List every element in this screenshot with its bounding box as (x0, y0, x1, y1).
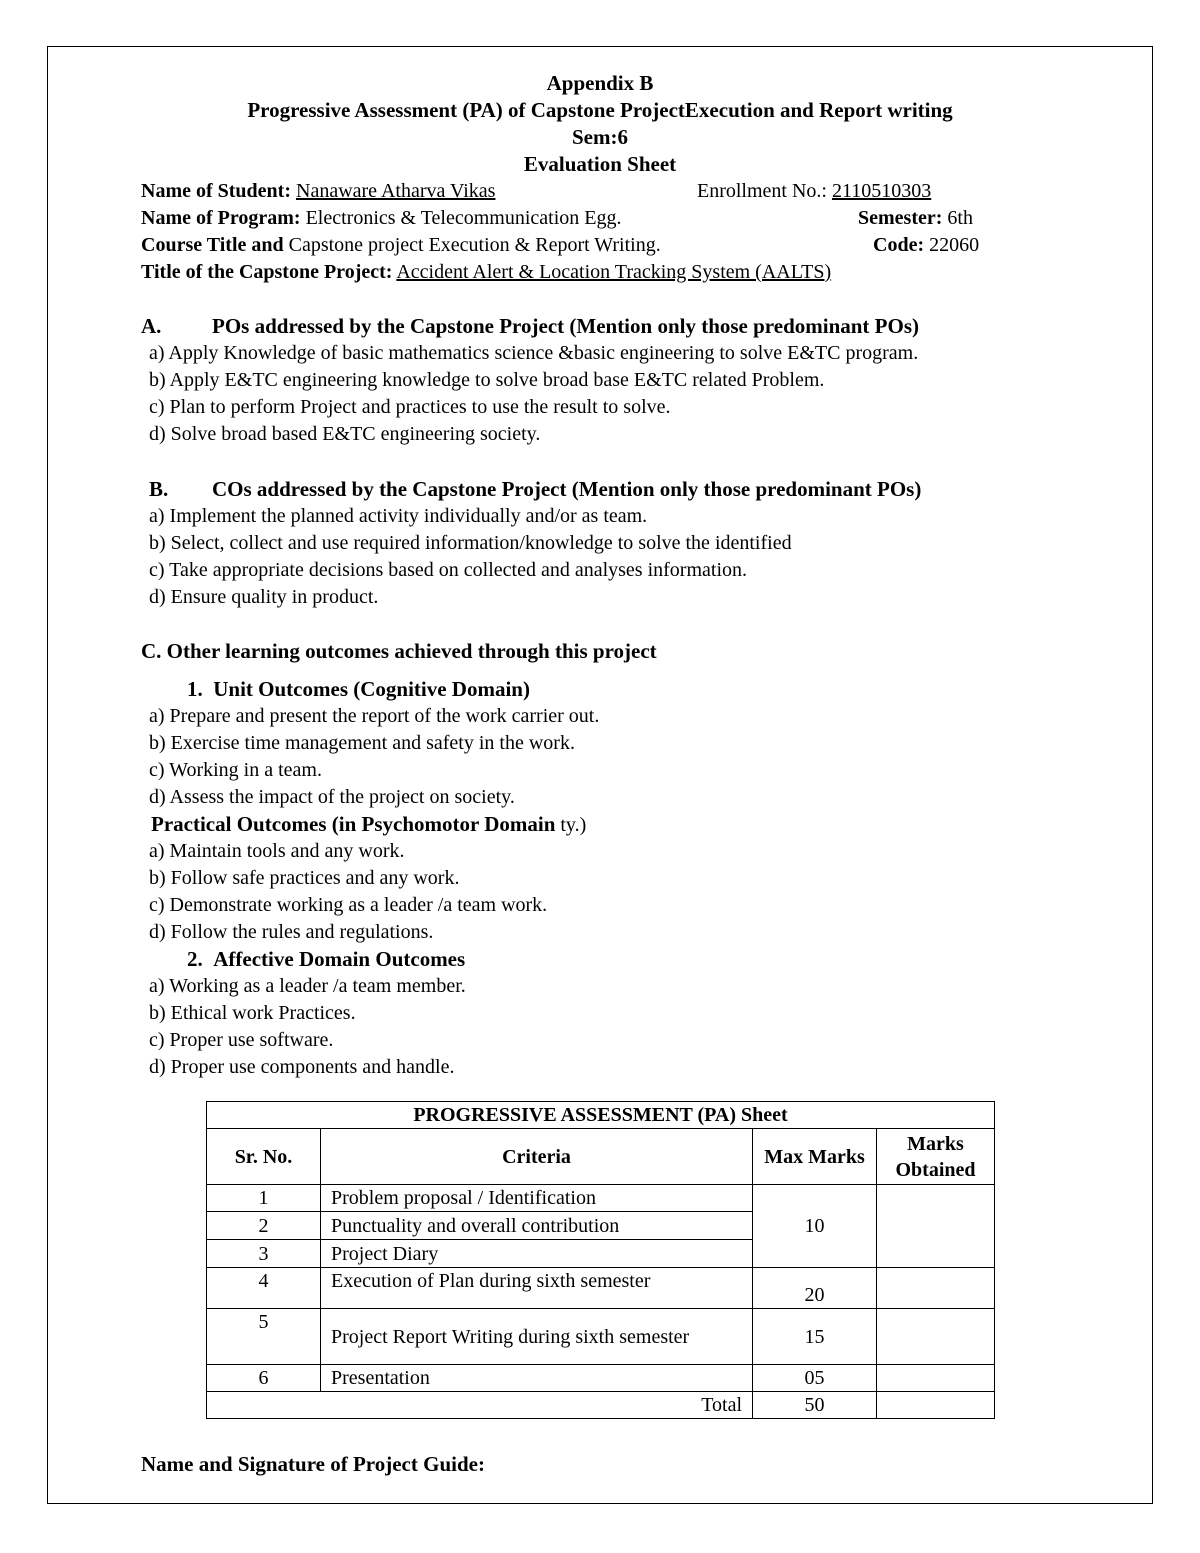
enrollment-row (697, 178, 931, 205)
pa-table-title: PROGRESSIVE ASSESSMENT (PA) Sheet (207, 1102, 995, 1129)
semester-label: Semester: (858, 207, 943, 229)
affective-outcome-item: a) Working as a leader /a team member. (149, 975, 466, 997)
semester-value: 6th (947, 207, 973, 229)
course-value: Capstone project Execution & Report Writing. (288, 234, 661, 256)
affective-outcome-item: c) Proper use software. (149, 1029, 334, 1051)
student-name-label: Name of Student: (141, 180, 291, 202)
criteria-cell: Project Diary (321, 1240, 753, 1268)
table-row (207, 1365, 995, 1392)
project-title-value: Accident Alert & Location Tracking System (AALTS) (396, 261, 832, 283)
practical-outcomes-suffix: ty.) (555, 814, 587, 836)
sr-no-cell: 4 (207, 1268, 321, 1309)
co-item: b) Select, collect and use required information/knowledge to solve the identified (149, 532, 792, 554)
practical-outcome-item: c) Demonstrate working as a leader /a team work. (149, 894, 548, 916)
criteria-cell: Project Report Writing during sixth semester (321, 1309, 753, 1365)
project-title-label: Title of the Capstone Project: (141, 261, 393, 283)
section-c-heading: C. Other learning outcomes achieved through this project (141, 639, 657, 663)
sr-no-cell: 6 (207, 1365, 321, 1392)
section-b-heading: COs addressed by the Capstone Project (Mention only those predominant POs) (212, 477, 922, 501)
sr-no-cell: 3 (207, 1240, 321, 1268)
total-marks-obtained[interactable] (877, 1392, 995, 1419)
course-row (141, 232, 661, 259)
practical-outcome-item: b) Follow safe practices and any work. (149, 867, 460, 889)
unit-outcome-item: b) Exercise time management and safety in the work. (149, 732, 575, 754)
sr-no-cell: 5 (207, 1309, 321, 1365)
project-title-row (141, 259, 831, 286)
marks-obtained-cell[interactable] (877, 1268, 995, 1309)
max-marks-cell: 05 (753, 1365, 877, 1392)
marks-obtained-cell[interactable] (877, 1365, 995, 1392)
table-row (207, 1185, 995, 1212)
total-label: Total (207, 1392, 753, 1419)
code-value: 22060 (929, 234, 980, 256)
code-row (873, 232, 979, 259)
marks-obtained-cell[interactable] (877, 1309, 995, 1365)
max-marks-cell: 20 (753, 1268, 877, 1309)
unit-outcome-item: d) Assess the impact of the project on society. (149, 786, 515, 808)
project-guide-signature-label: Name and Signature of Project Guide: (141, 1452, 485, 1476)
criteria-cell: Presentation (321, 1365, 753, 1392)
practical-outcome-item: a) Maintain tools and any work. (149, 840, 405, 862)
unit-outcome-item: a) Prepare and present the report of the work carrier out. (149, 705, 600, 727)
semester-row (858, 205, 973, 232)
criteria-cell: Execution of Plan during sixth semester (321, 1268, 753, 1309)
co-item: a) Implement the planned activity individually and/or as team. (149, 505, 648, 527)
document-title: Progressive Assessment (PA) of Capstone ProjectExecution and Report writing (247, 98, 953, 122)
course-label: Course Title and (141, 234, 284, 256)
enrollment-value: 2110510303 (831, 180, 932, 202)
total-max-marks: 50 (753, 1392, 877, 1419)
unit-outcomes-heading: 1. Unit Outcomes (Cognitive Domain) (187, 677, 530, 701)
student-name-row (141, 178, 495, 205)
practical-outcomes-heading (151, 811, 586, 839)
header-sr-no: Sr. No. (207, 1129, 321, 1185)
po-item: d) Solve broad based E&TC engineering society. (149, 423, 541, 445)
marks-obtained-cell[interactable] (877, 1185, 995, 1268)
header-max-marks: Max Marks (753, 1129, 877, 1185)
section-b-heading-letter: B. (149, 477, 169, 501)
section-a-heading-letter: A. (141, 314, 162, 338)
max-marks-cell: 15 (753, 1309, 877, 1365)
program-label: Name of Program: (141, 207, 301, 229)
sr-no-cell: 1 (207, 1185, 321, 1212)
po-item: c) Plan to perform Project and practices to use the result to solve. (149, 396, 671, 418)
table-row (207, 1309, 995, 1365)
total-row (207, 1392, 995, 1419)
program-value: Electronics & Telecommunication Egg. (305, 207, 622, 229)
co-item: c) Take appropriate decisions based on collected and analyses information. (149, 559, 748, 581)
header-criteria: Criteria (321, 1129, 753, 1185)
enrollment-label: Enrollment No.: (697, 180, 827, 202)
unit-outcome-item: c) Working in a team. (149, 759, 322, 781)
criteria-cell: Problem proposal / Identification (321, 1185, 753, 1212)
affective-outcome-item: b) Ethical work Practices. (149, 1002, 356, 1024)
section-a-heading: POs addressed by the Capstone Project (Mention only those predominant POs) (212, 314, 920, 338)
practical-outcome-item: d) Follow the rules and regulations. (149, 921, 434, 943)
program-row (141, 205, 622, 232)
practical-outcomes-title: Practical Outcomes (in Psychomotor Domain (151, 812, 556, 836)
semester-heading: Sem:6 (572, 125, 628, 149)
criteria-cell: Punctuality and overall contribution (321, 1212, 753, 1240)
affective-outcome-item: d) Proper use components and handle. (149, 1056, 455, 1078)
po-item: a) Apply Knowledge of basic mathematics science &basic engineering to solve E&TC program. (149, 342, 919, 364)
code-label: Code: (873, 234, 925, 256)
evaluation-sheet-heading: Evaluation Sheet (523, 152, 677, 176)
student-name-value: Nanaware Atharva Vikas (296, 180, 496, 202)
po-item: b) Apply E&TC engineering knowledge to solve broad base E&TC related Problem. (149, 369, 825, 391)
sr-no-cell: 2 (207, 1212, 321, 1240)
table-row (207, 1268, 995, 1309)
co-item: d) Ensure quality in product. (149, 586, 379, 608)
header-marks-obtained: Marks Obtained (877, 1129, 995, 1185)
max-marks-cell: 10 (753, 1185, 877, 1268)
pa-sheet-table (206, 1101, 995, 1419)
affective-outcomes-heading: 2. Affective Domain Outcomes (187, 947, 466, 971)
appendix-title: Appendix B (546, 71, 654, 95)
